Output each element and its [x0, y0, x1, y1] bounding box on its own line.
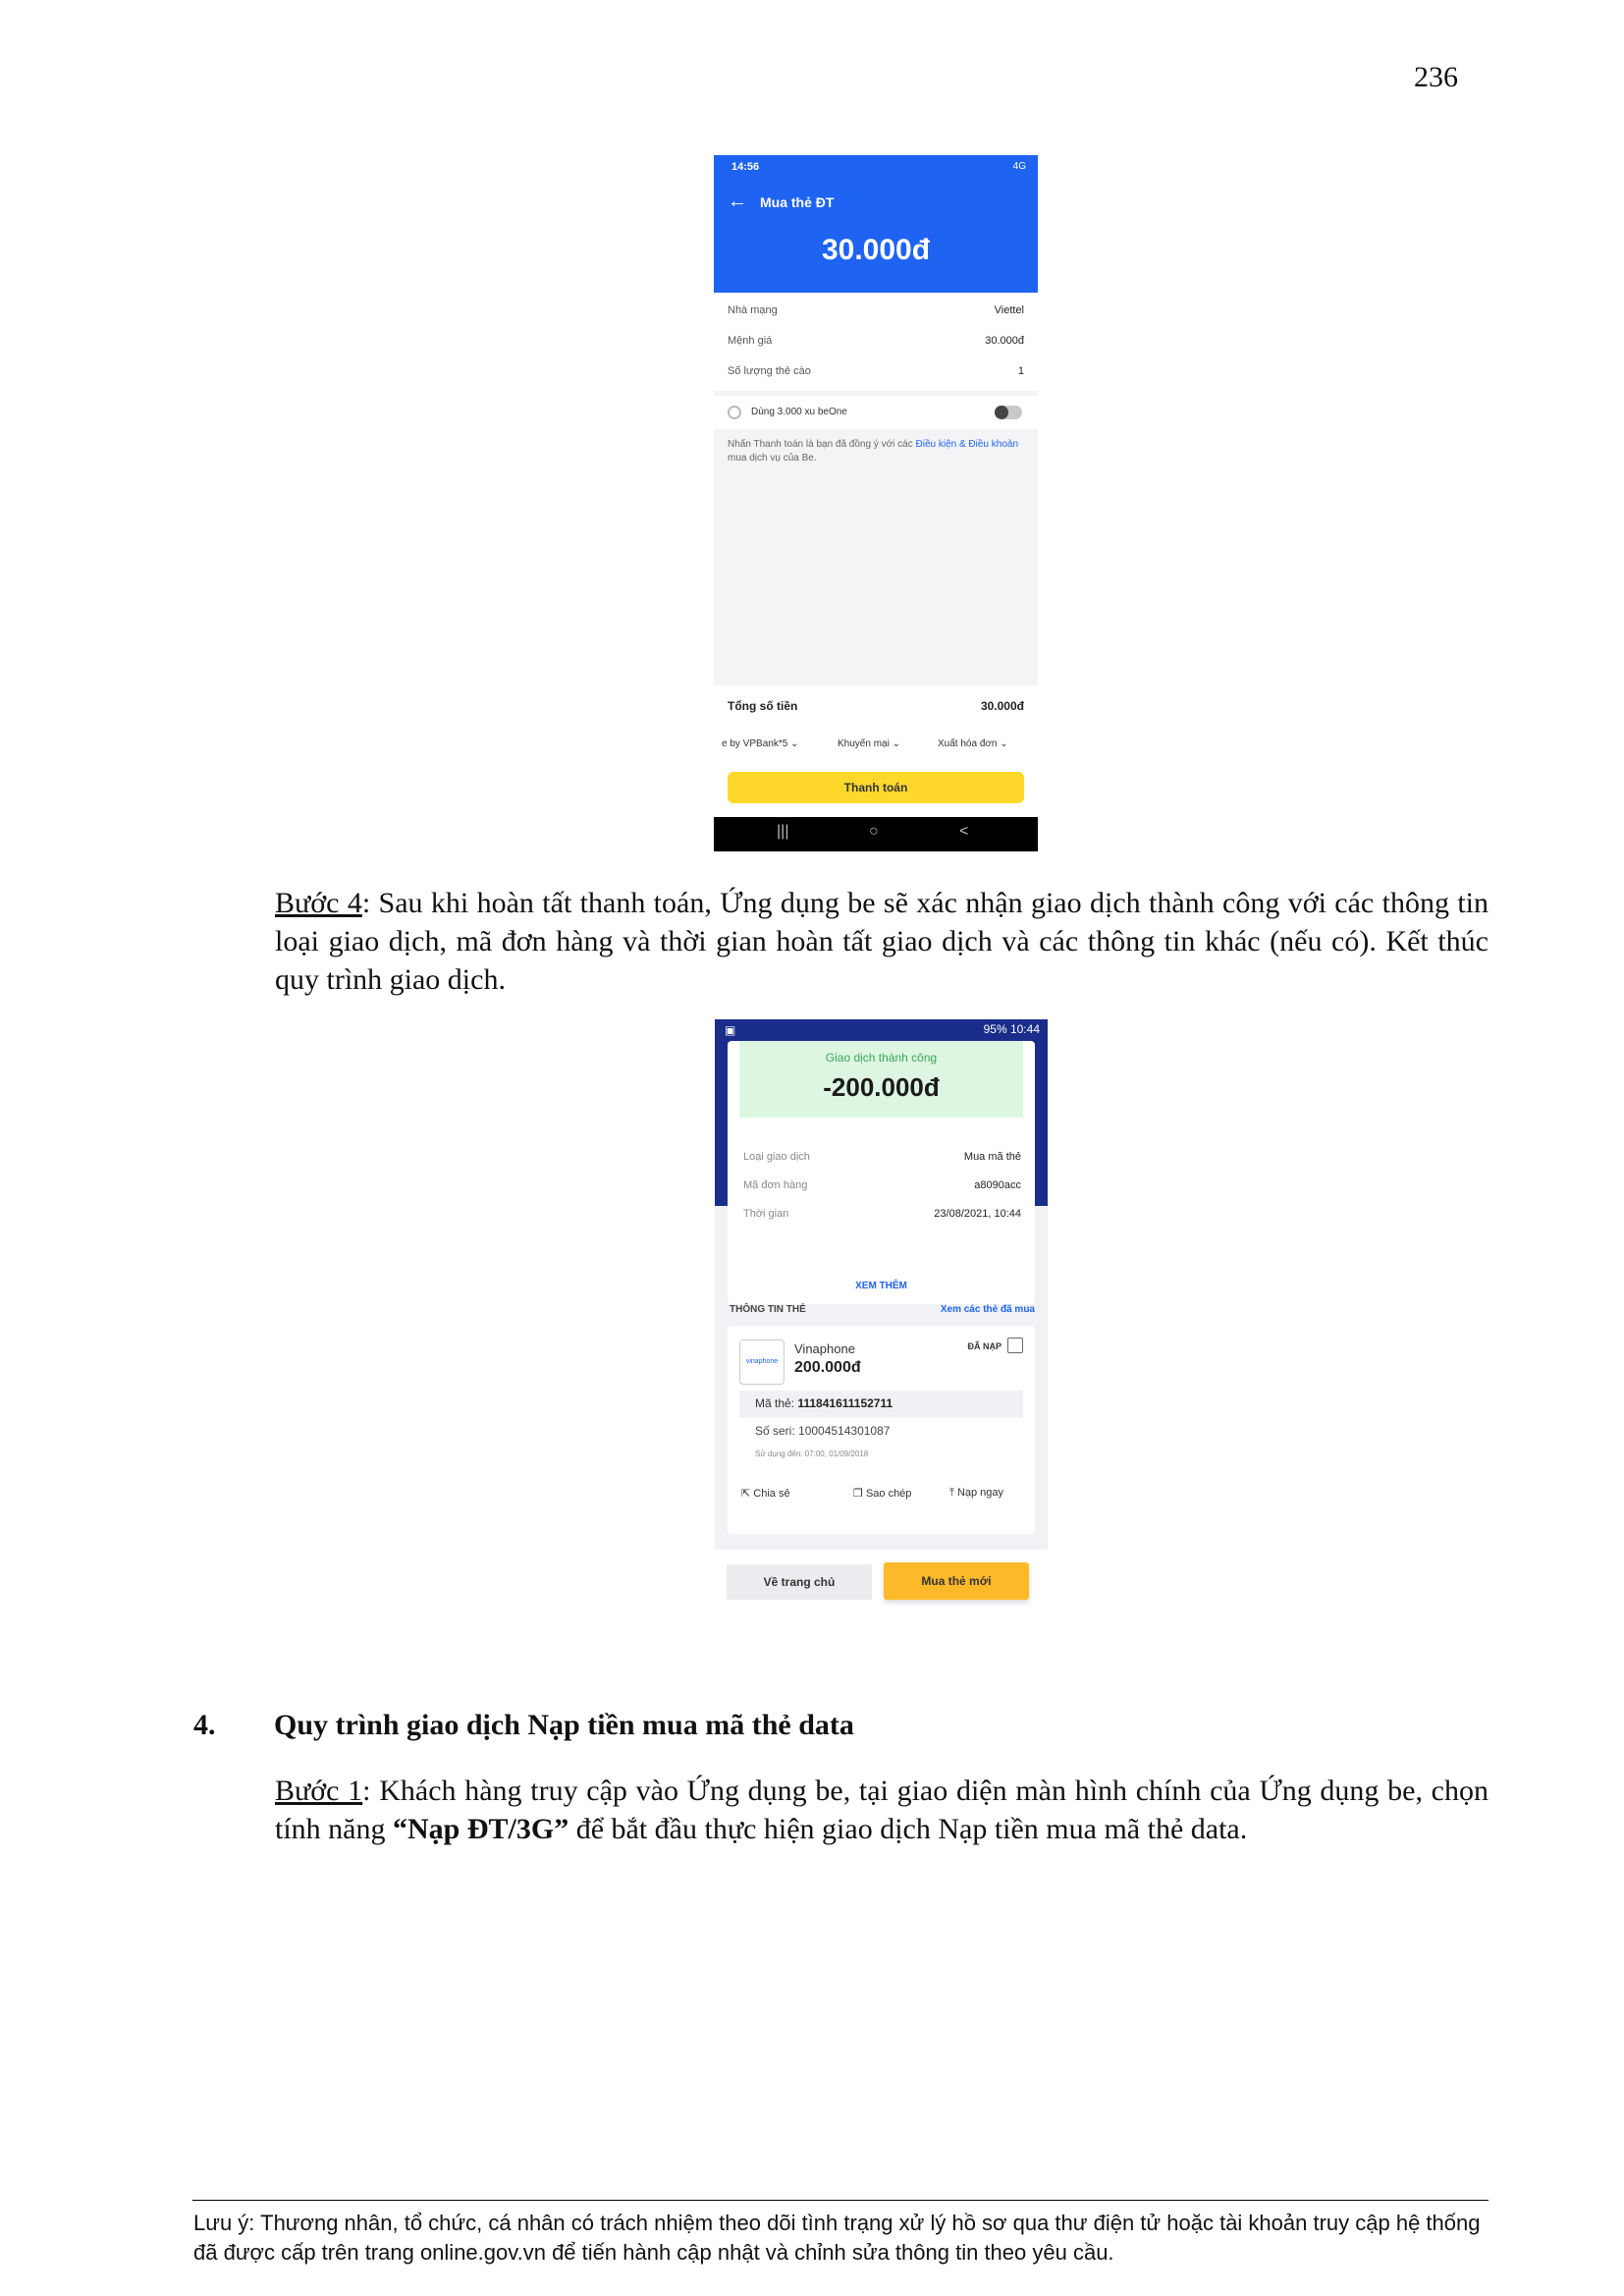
terms-note — [728, 438, 1022, 465]
screen-title: Mua thẻ ĐT — [760, 194, 835, 210]
detail-row — [728, 335, 1024, 353]
transaction-row — [743, 1208, 1021, 1224]
terms-link[interactable]: Điều kiện & Điều khoản — [915, 439, 1019, 450]
step4-paragraph — [275, 884, 1489, 999]
xu-toggle[interactable] — [995, 406, 1022, 419]
detail-row — [728, 365, 1024, 383]
total-label: Tổng số tiền — [728, 699, 798, 713]
purchase-screenshot — [714, 155, 1038, 851]
transaction-row — [743, 1179, 1021, 1195]
transaction-card — [728, 1041, 1035, 1304]
status-time: 14:56 — [731, 161, 760, 173]
share-icon: ⇱ — [741, 1488, 751, 1500]
step4-text: : Sau khi hoàn tất thanh toán, Ứng dụng be sẽ xác nhận giao dịch thành công với các thông tin loại giao dịch, mã đơn hàng và thời gian hoàn tất giao dịch và các thông tin khác (nếu có). Kết thúc quy trình giao dịch. — [275, 887, 1489, 996]
topup-label: Nạp ngay — [956, 1487, 1004, 1499]
share-label: Chia sẻ — [753, 1488, 790, 1500]
success-screenshot — [715, 1019, 1048, 1550]
purchase-header — [714, 155, 1038, 293]
detail-value: 30.000đ — [985, 335, 1024, 347]
step1-text: : Khách hàng truy cập vào Ứng dụng be, tại giao diện màn hình chính của Ứng dụng be, chọn tính năng — [275, 1775, 1489, 1845]
home-icon[interactable]: ○ — [869, 823, 879, 840]
transaction-label: Mã đơn hàng — [743, 1179, 808, 1191]
feature-name: “Nạp ĐT/3G” — [393, 1813, 569, 1845]
view-purchased-link[interactable]: Xem các thẻ đã mua — [940, 1304, 1035, 1315]
detail-value: Viettel — [994, 304, 1024, 316]
detail-row — [728, 304, 1024, 322]
transaction-label: Loại giao dịch — [743, 1151, 810, 1163]
back-arrow-icon[interactable]: ← — [728, 191, 747, 212]
section-number: 4. — [193, 1709, 216, 1741]
transaction-value: Mua mã thẻ — [963, 1151, 1021, 1163]
terms-text-end: mua dịch vụ của Be. — [728, 453, 817, 464]
back-icon[interactable]: < — [959, 823, 969, 840]
transaction-value: 23/08/2021, 10:44 — [934, 1208, 1021, 1220]
success-amount: -200.000đ — [823, 1072, 940, 1102]
step1-text-end: để bắt đầu thực hiện giao dịch Nạp tiền mua mã thẻ data. — [568, 1813, 1248, 1845]
detail-label: Số lượng thẻ cào — [728, 365, 811, 377]
buy-new-card-button[interactable]: Mua thẻ mới — [884, 1562, 1029, 1600]
coin-icon — [728, 406, 741, 419]
card-code — [755, 1396, 893, 1410]
step4-label: Bước 4 — [275, 887, 362, 919]
success-label: Giao dịch thành công — [825, 1051, 938, 1065]
transaction-label: Thời gian — [743, 1208, 789, 1220]
terms-text: Nhấn Thanh toán là bạn đã đồng ý với các — [728, 439, 916, 450]
card-code-box — [739, 1391, 1023, 1418]
card-serial: Số seri: 10004514301087 — [755, 1424, 891, 1438]
purchase-amount: 30.000đ — [821, 234, 931, 266]
detail-value: 1 — [1017, 365, 1024, 377]
payment-options — [714, 735, 1038, 758]
step1-paragraph — [275, 1772, 1489, 1848]
total-value: 30.000đ — [980, 699, 1024, 713]
copy-label: Sao chép — [865, 1488, 912, 1500]
detail-label: Mệnh giá — [728, 335, 773, 347]
section-title: THÔNG TIN THẺ — [730, 1304, 806, 1315]
status-network: 4G — [1012, 161, 1026, 172]
purchase-details — [714, 293, 1038, 391]
topup-button[interactable] — [949, 1487, 1003, 1500]
xu-label: Dùng 3.000 xu beOne — [751, 407, 847, 417]
total-row — [728, 699, 1024, 713]
used-checkbox[interactable] — [1007, 1338, 1023, 1353]
transaction-row — [743, 1151, 1021, 1167]
vinaphone-logo: vinaphone — [739, 1339, 785, 1385]
code-label: Mã thẻ: — [755, 1396, 798, 1410]
step1-label: Bước 1 — [275, 1775, 363, 1807]
upload-icon: ⤒ — [949, 1487, 954, 1499]
gallery-icon: ▣ — [725, 1023, 736, 1037]
section-title: Quy trình giao dịch Nạp tiền mua mã thẻ data — [274, 1709, 854, 1741]
success-banner — [739, 1041, 1023, 1118]
transaction-value: a8090acc — [974, 1179, 1021, 1191]
footer-divider — [192, 2200, 1489, 2201]
payment-method-select[interactable]: e by VPBank*5 ⌄ — [722, 738, 799, 749]
card-amount: 200.000đ — [794, 1359, 861, 1376]
card-expiry: Sử dụng đến: 07:00, 01/09/2018 — [755, 1449, 869, 1458]
detail-label: Nhà mạng — [728, 304, 778, 316]
card-status: ĐÃ NẠP — [967, 1341, 1001, 1351]
xu-option — [714, 396, 1038, 429]
copy-button[interactable] — [853, 1487, 911, 1500]
recent-apps-icon[interactable]: ||| — [777, 823, 789, 840]
pay-button[interactable]: Thanh toán — [728, 772, 1024, 803]
status-battery-time: 95% 10:44 — [983, 1022, 1040, 1036]
code-value: 111841611152711 — [797, 1396, 893, 1410]
card-info — [728, 1326, 1035, 1534]
home-button[interactable]: Về trang chủ — [727, 1564, 872, 1600]
android-nav-bar — [714, 817, 1038, 851]
carrier-name: Vinaphone — [794, 1341, 855, 1356]
page-number: 236 — [1414, 61, 1458, 93]
checkout-footer — [714, 685, 1038, 817]
share-button[interactable] — [741, 1487, 790, 1500]
promotion-select[interactable]: Khuyến mại ⌄ — [838, 738, 900, 749]
see-more-link[interactable]: XEM THÊM — [855, 1281, 907, 1291]
copy-icon: ❐ — [853, 1488, 863, 1500]
footer-note: Lưu ý: Thương nhân, tổ chức, cá nhân có trách nhiệm theo dõi tình trạng xử lý hồ sơ qua thư điện tử hoặc tài khoản truy cập hệ thống đã được cấp trên trang online.gov.vn để tiến hành cập nhật và chỉnh sửa thông tin theo yêu cầu. — [193, 2211, 1481, 2265]
invoice-select[interactable]: Xuất hóa đơn ⌄ — [938, 738, 1008, 749]
